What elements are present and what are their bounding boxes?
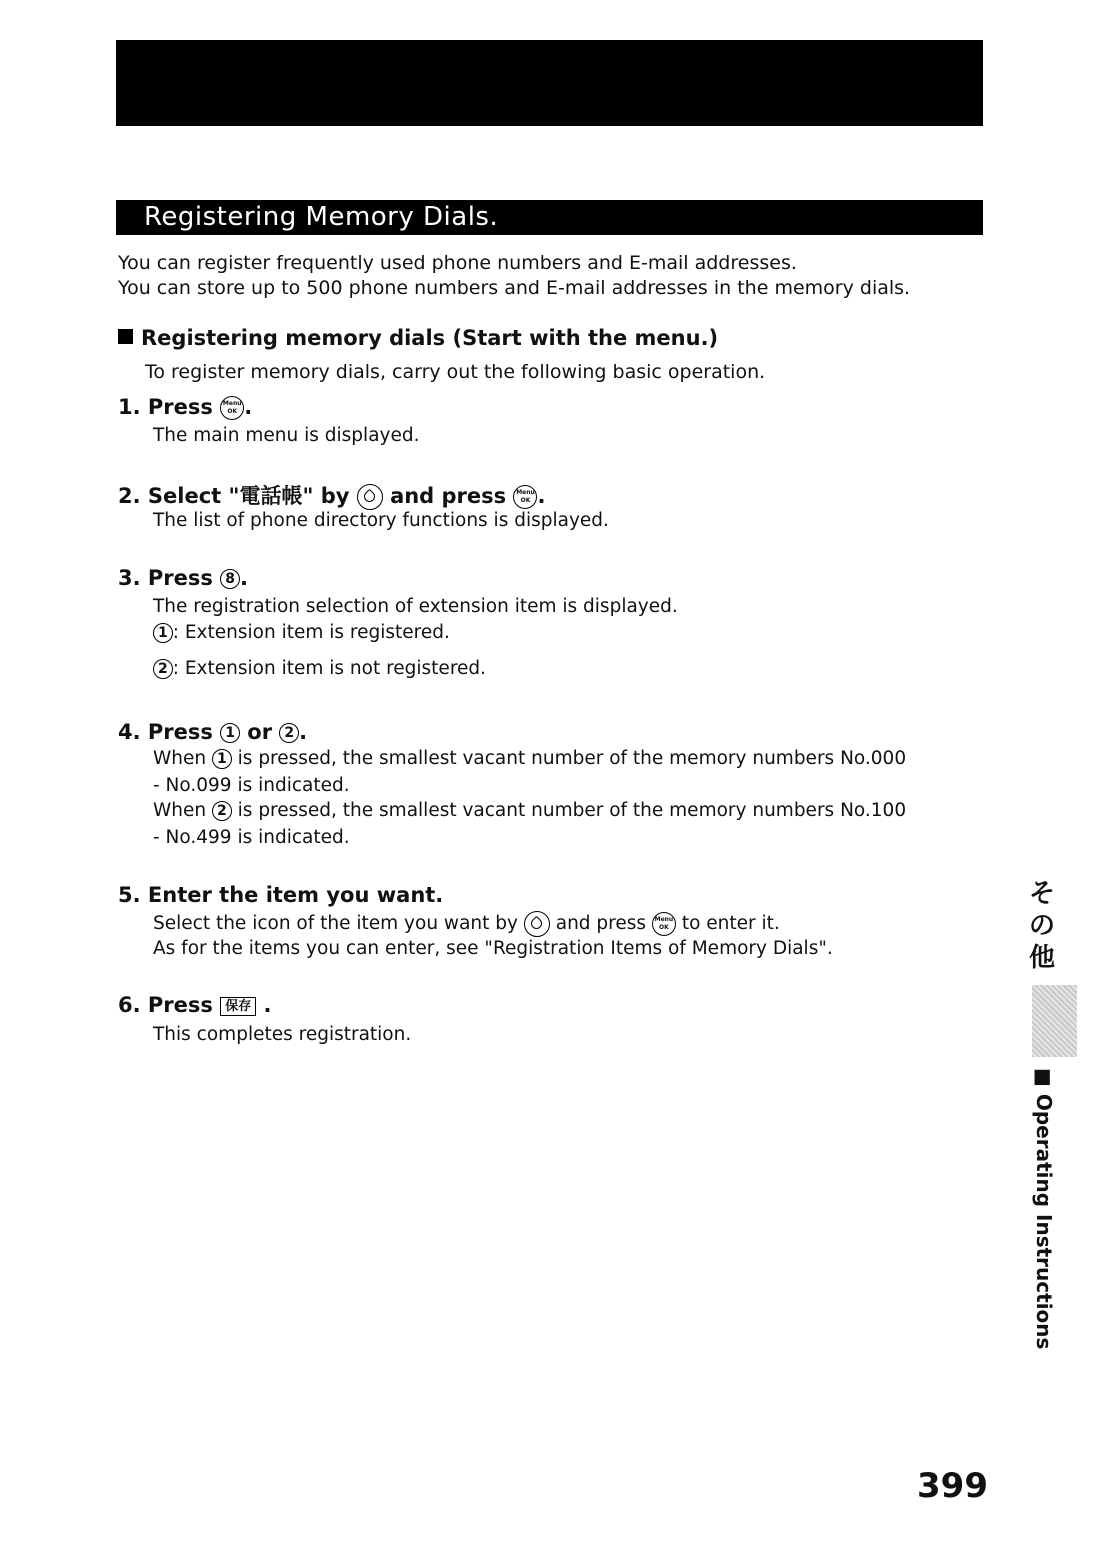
step-4-line-2: - No.099 is indicated. xyxy=(153,775,350,796)
step-3-option-2: 2 : Extension item is not registered. xyxy=(153,658,486,679)
step-4-title: 4. Press 1 or 2 . xyxy=(118,720,308,744)
step-5-line-2: As for the items you can enter, see "Registration Items of Memory Dials". xyxy=(153,938,833,959)
step-6-desc: This completes registration. xyxy=(153,1024,412,1045)
step-number: 5. xyxy=(118,883,141,907)
step-2-title: 2. Select "電話帳" by and press Menu OK . xyxy=(118,484,546,508)
step-number: 3. xyxy=(118,566,141,590)
step-2-desc: The list of phone directory functions is displayed. xyxy=(153,510,609,531)
side-tab-marker xyxy=(1032,985,1077,1057)
step-number: 1. xyxy=(118,395,141,419)
key-1-icon: 1 xyxy=(212,749,232,769)
menu-ok-key-icon: Menu OK xyxy=(652,912,676,936)
subheading xyxy=(118,326,718,350)
key-1-icon: 1 xyxy=(220,723,240,743)
step-5-line-1: Select the icon of the item you want by and press Menu OK to enter it. xyxy=(153,911,780,937)
menu-ok-key-icon: Menu OK xyxy=(513,485,537,509)
navigation-key-icon xyxy=(357,484,383,510)
key-1-icon: 1 xyxy=(153,623,173,643)
step-3-title: 3. Press 8 . xyxy=(118,566,248,590)
step-text: Press xyxy=(147,566,213,590)
square-bullet-icon xyxy=(118,329,133,344)
intro-line-1: You can register frequently used phone numbers and E-mail addresses. xyxy=(118,252,797,274)
step-text: Select "電話帳" by xyxy=(147,484,350,508)
step-1-title: 1. Press Menu OK . xyxy=(118,395,253,419)
header-black-bar xyxy=(116,40,983,126)
key-2-icon: 2 xyxy=(279,723,299,743)
subheading-description: To register memory dials, carry out the following basic operation. xyxy=(145,361,766,383)
step-1-desc: The main menu is displayed. xyxy=(153,425,420,446)
step-4-line-3: When 2 is pressed, the smallest vacant number of the memory numbers No.100 xyxy=(153,800,907,821)
side-tab-chapter: そ の 他 xyxy=(1028,879,1055,973)
step-text: Press xyxy=(147,720,213,744)
step-text: Press xyxy=(147,993,213,1017)
step-3-desc: The registration selection of extension item is displayed. xyxy=(153,596,678,617)
key-8-icon: 8 xyxy=(220,569,240,589)
save-softkey-icon: 保存 xyxy=(220,997,256,1016)
step-number: 2. xyxy=(118,484,141,508)
step-5-title xyxy=(118,883,443,907)
subheading-text: Registering memory dials (Start with the menu.) xyxy=(141,326,719,350)
step-text: Press xyxy=(147,395,213,419)
step-6-title: 6. Press 保存 . xyxy=(118,993,272,1017)
step-4-line-1: When 1 is pressed, the smallest vacant number of the memory numbers No.000 xyxy=(153,748,907,769)
key-2-icon: 2 xyxy=(153,659,173,679)
navigation-key-icon xyxy=(524,911,550,937)
key-2-icon: 2 xyxy=(212,801,232,821)
intro-line-2: You can store up to 500 phone numbers and E-mail addresses in the memory dials. xyxy=(118,277,911,299)
step-4-line-4: - No.499 is indicated. xyxy=(153,827,350,848)
section-title: Registering Memory Dials. xyxy=(116,200,983,235)
step-text: Enter the item you want. xyxy=(147,883,444,907)
step-number: 6. xyxy=(118,993,141,1017)
step-number: 4. xyxy=(118,720,141,744)
page-number: 399 xyxy=(917,1466,988,1506)
step-3-option-1: 1 : Extension item is registered. xyxy=(153,622,450,643)
menu-ok-key-icon: Menu OK xyxy=(220,396,244,420)
side-tab-label: ■ Operating Instructions xyxy=(1032,1068,1056,1350)
